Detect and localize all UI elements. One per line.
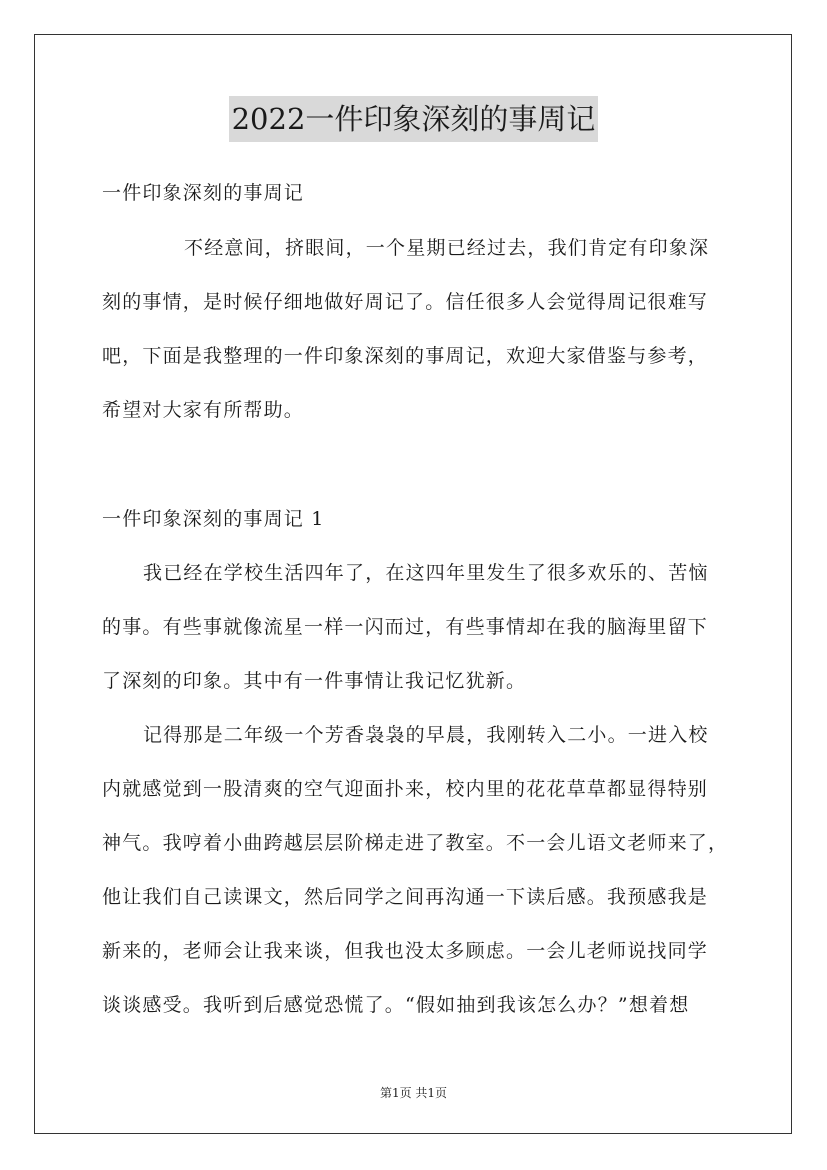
- intro-line-2: 刻的事情，是时候仔细地做好周记了。信任很多人会觉得周记很难写: [102, 291, 709, 313]
- paragraph1-line-2: 的事。有些事就像流星一样一闪而过，有些事情却在我的脑海里留下: [102, 616, 709, 638]
- paragraph1-line-3: 了深刻的印象。其中有一件事情让我记忆犹新。: [102, 670, 527, 692]
- intro-line-4: 希望对大家有所帮助。: [102, 399, 305, 421]
- paragraph2-line-3: 神气。我哼着小曲跨越层层阶梯走进了教室。不一会儿语文老师来了，: [102, 832, 729, 854]
- paragraph1-line-1: 我已经在学校生活四年了，在这四年里发生了很多欢乐的、苦恼: [143, 562, 709, 584]
- paragraph2-line-2: 内就感觉到一股清爽的空气迎面扑来，校内里的花花草草都显得特别: [102, 778, 709, 800]
- document-subtitle: 一件印象深刻的事周记: [102, 182, 305, 204]
- paragraph2-line-5: 新来的，老师会让我来谈，但我也没太多顾虑。一会儿老师说找同学: [102, 940, 709, 962]
- title-container: [0, 96, 827, 142]
- section-heading: 一件印象深刻的事周记 1: [102, 508, 325, 530]
- page-footer: 第1页 共1页: [379, 1086, 448, 1100]
- document-title: 2022一件印象深刻的事周记: [229, 96, 599, 142]
- intro-line-3: 吧，下面是我整理的一件印象深刻的事周记，欢迎大家借鉴与参考，: [102, 345, 709, 367]
- paragraph2-line-1: 记得那是二年级一个芳香袅袅的早晨，我刚转入二小。一进入校: [143, 724, 709, 746]
- intro-line-1: 不经意间，挤眼间，一个星期已经过去，我们肯定有印象深: [184, 237, 710, 259]
- paragraph2-line-4: 他让我们自己读课文，然后同学之间再沟通一下读后感。我预感我是: [102, 886, 709, 908]
- paragraph2-line-6: 谈谈感受。我听到后感觉恐慌了。“假如抽到我该怎么办？”想着想: [102, 994, 690, 1016]
